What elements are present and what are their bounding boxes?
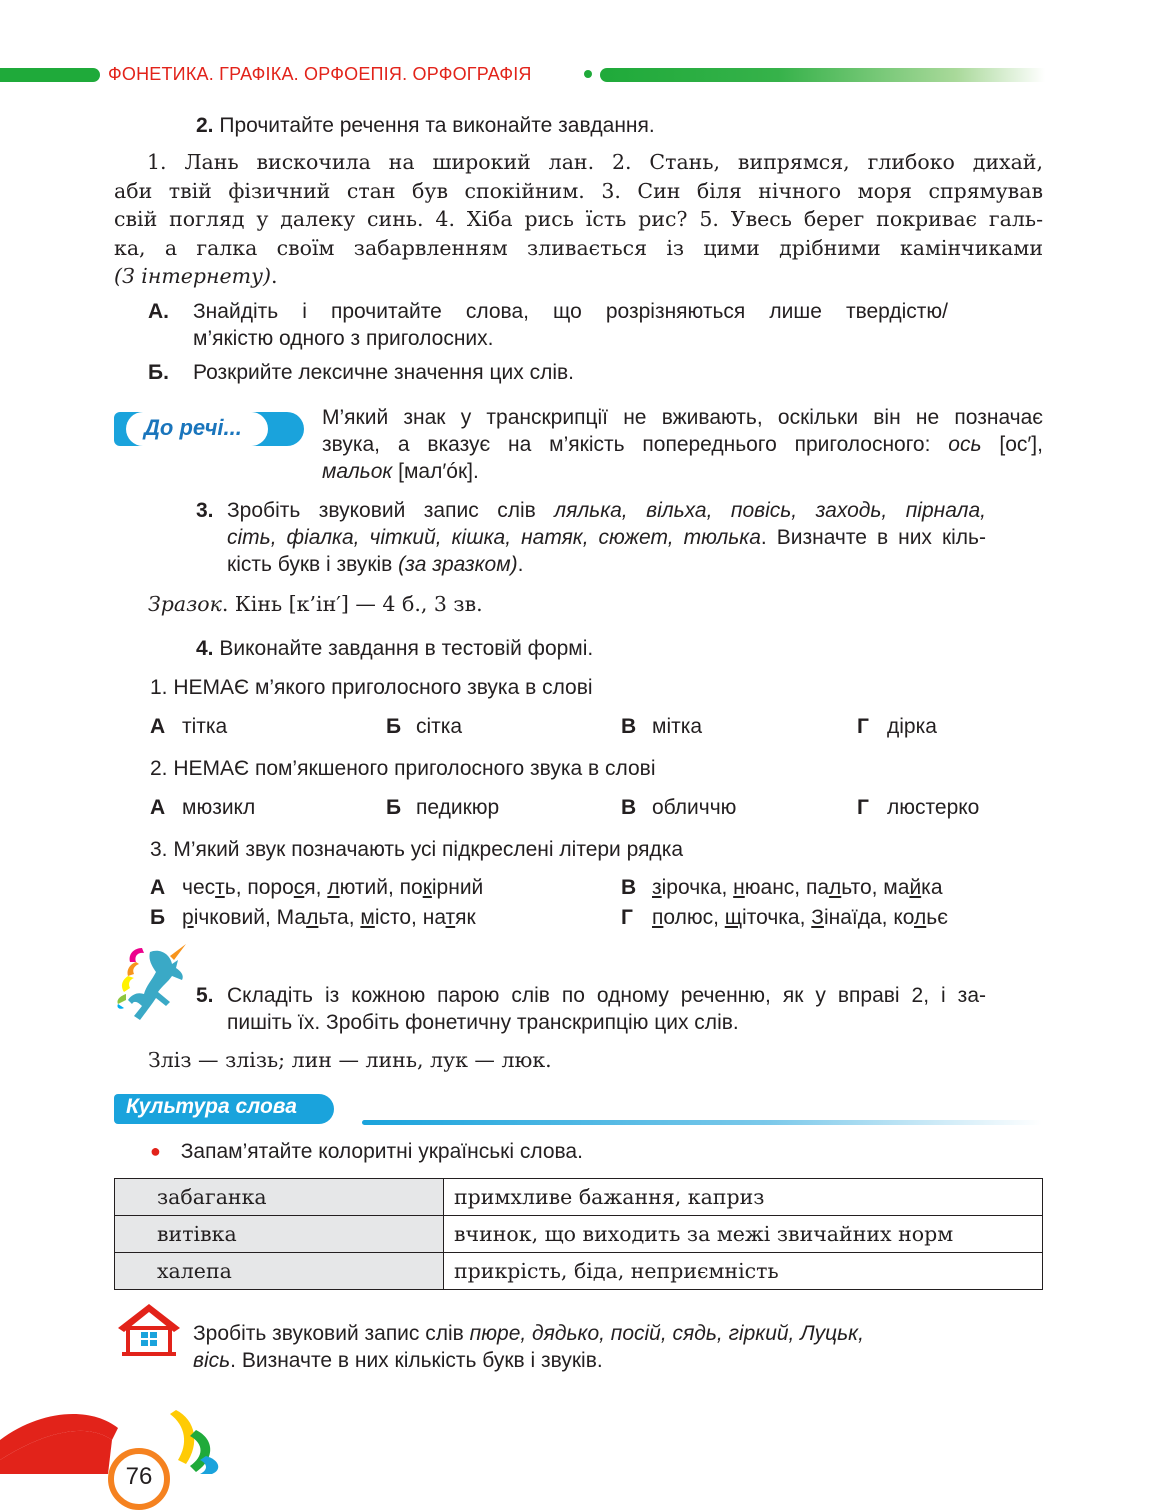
ex3-line3b: .	[517, 553, 524, 576]
q3-opt-letter: Г	[621, 906, 633, 929]
ex2-source: (З інтернету)	[114, 264, 272, 288]
q1-opt-letter: А	[150, 715, 166, 738]
dorechi-word-os: ось	[948, 433, 982, 456]
table-row	[115, 1253, 1043, 1290]
q1-opt-letter: Б	[386, 715, 402, 738]
q2-opt-text: люстерко	[887, 796, 980, 819]
dorechi-line2	[322, 431, 1043, 458]
q2-opt-letter: В	[621, 796, 637, 819]
q2-opt-letter: Г	[857, 796, 869, 819]
ex3	[196, 497, 986, 578]
ex5-line1: Складіть із кожною парою слів по одному реченню, як у вправі 2, і за-	[227, 984, 986, 1007]
q3-opt-letter: А	[150, 876, 166, 899]
q1-opt-text: сітка	[416, 715, 463, 738]
ex4-instruction: Виконайте завдання в тестовій формі.	[219, 637, 594, 660]
ex2-instruction: Прочитайте речення та виконайте завдання.	[219, 114, 655, 137]
q1-opt-letter: В	[621, 715, 637, 738]
ex2-text	[114, 148, 1043, 291]
dorechi-word-malok: мальок	[322, 460, 393, 483]
q1-opt-text: дірка	[887, 715, 937, 738]
q3-opt-g: полюс, щіточка, Зінаїда, кольє	[652, 906, 948, 929]
homework-line1	[193, 1320, 963, 1347]
q3-opt-b: річковий, Мальта, місто, натяк	[182, 906, 476, 929]
ex3-sample-hint: (за зразком)	[398, 553, 518, 576]
ex3-line3a: кість букв і звуків	[227, 553, 399, 576]
task-a-line1: Знайдіть і прочитайте слова, що розрізняються лише твердістю/	[193, 300, 948, 323]
ex2-source-end: .	[271, 264, 278, 288]
q2-opt-text: мюзикл	[182, 796, 256, 819]
task-b-text: Розкрийте лексичне значення цих слів.	[193, 361, 574, 384]
ex3-line1a: Зробіть звуковий запис слів	[227, 499, 555, 522]
q3-opt-a: честь, порося, лютий, покірний	[182, 876, 484, 899]
q3-opt-letter: В	[621, 876, 637, 899]
table-row	[115, 1179, 1043, 1216]
ex3-number: 3.	[196, 499, 214, 522]
homework-line2	[193, 1347, 963, 1374]
table-word: забаганка	[115, 1179, 444, 1216]
table-row	[115, 1216, 1043, 1253]
ex5-words: Зліз — злізь; лин — линь, лук — люк.	[148, 1048, 552, 1072]
table-word: халепа	[115, 1253, 444, 1290]
ex3-words2: сіть, фіалка, чіткий, кішка, натяк, сюжет, тюлька	[227, 526, 761, 549]
q2-opt-letter: Б	[386, 796, 402, 819]
sample-text: . Кінь [к’ін′] — 4 б., 3 зв.	[221, 592, 483, 616]
ex4-q2: 2. НЕМАЄ пом’якшеного приголосного звука в слові	[150, 757, 656, 780]
q2-opt-text: обличчю	[652, 796, 737, 819]
ex2-number: 2.	[196, 114, 214, 137]
kultura-bullet-item	[150, 1138, 583, 1166]
ex2-task-a	[148, 298, 948, 352]
header-title: ФОНЕТИКА. ГРАФІКА. ОРФОЕПІЯ. ОРФОГРАФІЯ	[108, 64, 532, 84]
ex2-line: ка, а галка своїм забарвленням зливається із цими дрібними камінчиками	[114, 235, 1043, 260]
ex2-line: аби твій фізичний стан був спокійним. 3. Син біля нічного моря спрямував	[114, 178, 1043, 203]
ex4-heading	[196, 635, 593, 662]
kultura-label: Культура слова	[126, 1095, 297, 1118]
ex3-words1: лялька, вільха, повісь, заходь, пірнала,	[554, 499, 986, 522]
homework-words: пюре, дядько, посій, сядь, гіркий, Луцьк,	[469, 1322, 864, 1345]
dorechi-line2a: звука, а вказує на м’якість попереднього приголосного:	[322, 433, 949, 456]
kultura-bullet-text: Запам’ятайте колоритні українські слова.	[180, 1140, 583, 1163]
table-meaning: вчинок, що виходить за межі звичайних норм	[444, 1216, 1043, 1253]
homework-line2b: . Визначте в них кількість букв і звуків.	[230, 1349, 603, 1372]
q2-opt-letter: А	[150, 796, 166, 819]
ex3-sample	[148, 590, 483, 619]
q1-opt-text: мітка	[652, 715, 703, 738]
table-meaning: примхливе бажання, каприз	[444, 1179, 1043, 1216]
house-icon	[114, 1300, 184, 1358]
ex5	[196, 982, 986, 1036]
ex2-task-b	[148, 359, 574, 386]
q1-opt-text: тітка	[182, 715, 228, 738]
kultura-divider	[362, 1120, 1042, 1125]
header-dot	[584, 70, 592, 78]
q3-opt-letter: Б	[150, 906, 166, 929]
task-a-letter: А.	[148, 300, 169, 323]
words-table	[114, 1178, 1043, 1290]
dorechi-line2b: [ос′],	[981, 433, 1043, 456]
unicorn-icon	[112, 942, 192, 1028]
dorechi-line1: М’який знак у транскрипції не вживають, оскільки він не позначає	[322, 406, 1043, 429]
task-b-letter: Б.	[148, 361, 169, 384]
ex3-line3	[227, 551, 986, 578]
ex3-line2b: . Визначте в них кіль-	[760, 526, 986, 549]
ex5-number: 5.	[196, 984, 214, 1007]
header-right-bar	[600, 68, 1045, 82]
dorechi-text	[322, 404, 1043, 485]
dorechi-line3b: [мал′óк].	[392, 460, 479, 483]
table-word: витівка	[115, 1216, 444, 1253]
bullet-icon: ●	[150, 1141, 161, 1161]
homework-line1a: Зробіть звуковий запис слів	[193, 1322, 470, 1345]
ex4-q1: 1. НЕМАЄ м’якого приголосного звука в слові	[150, 676, 593, 699]
q1-opt-letter: Г	[857, 715, 869, 738]
ex5-line2: пишіть їх. Зробіть фонетичну транскрипцію цих слів.	[227, 1011, 739, 1034]
ex3-line2	[227, 524, 986, 551]
homework-text	[193, 1320, 963, 1374]
table-meaning: прикрість, біда, неприємність	[444, 1253, 1043, 1290]
dorechi-label: До речі...	[144, 415, 242, 440]
homework-word-vis: вісь	[193, 1349, 231, 1372]
task-a-line2: м’якістю одного з приголосних.	[193, 327, 494, 350]
dorechi-line3	[322, 458, 1043, 485]
ex2-line: свій погляд у далеку синь. 4. Хіба рись їсть рис? 5. Увесь берег покриває галь-	[114, 207, 1043, 231]
sample-label: Зразок	[148, 592, 222, 616]
dorechi-badge	[114, 412, 304, 446]
ex2-heading	[196, 112, 655, 139]
ex3-line1	[227, 497, 986, 524]
ex4-q3: 3. М’який звук позначають усі підкреслені літери рядка	[150, 838, 684, 861]
page-number: 76	[125, 1463, 153, 1490]
ex2-line: 1. Лань вискочила на широкий лан. 2. Стань, випрямся, глибоко дихай,	[147, 150, 1043, 174]
q2-opt-text: педикюр	[416, 796, 500, 819]
ex4-number: 4.	[196, 637, 214, 660]
q3-opt-v: зірочка, нюанс, пальто, майка	[652, 876, 943, 899]
header-left-bar	[0, 68, 100, 82]
